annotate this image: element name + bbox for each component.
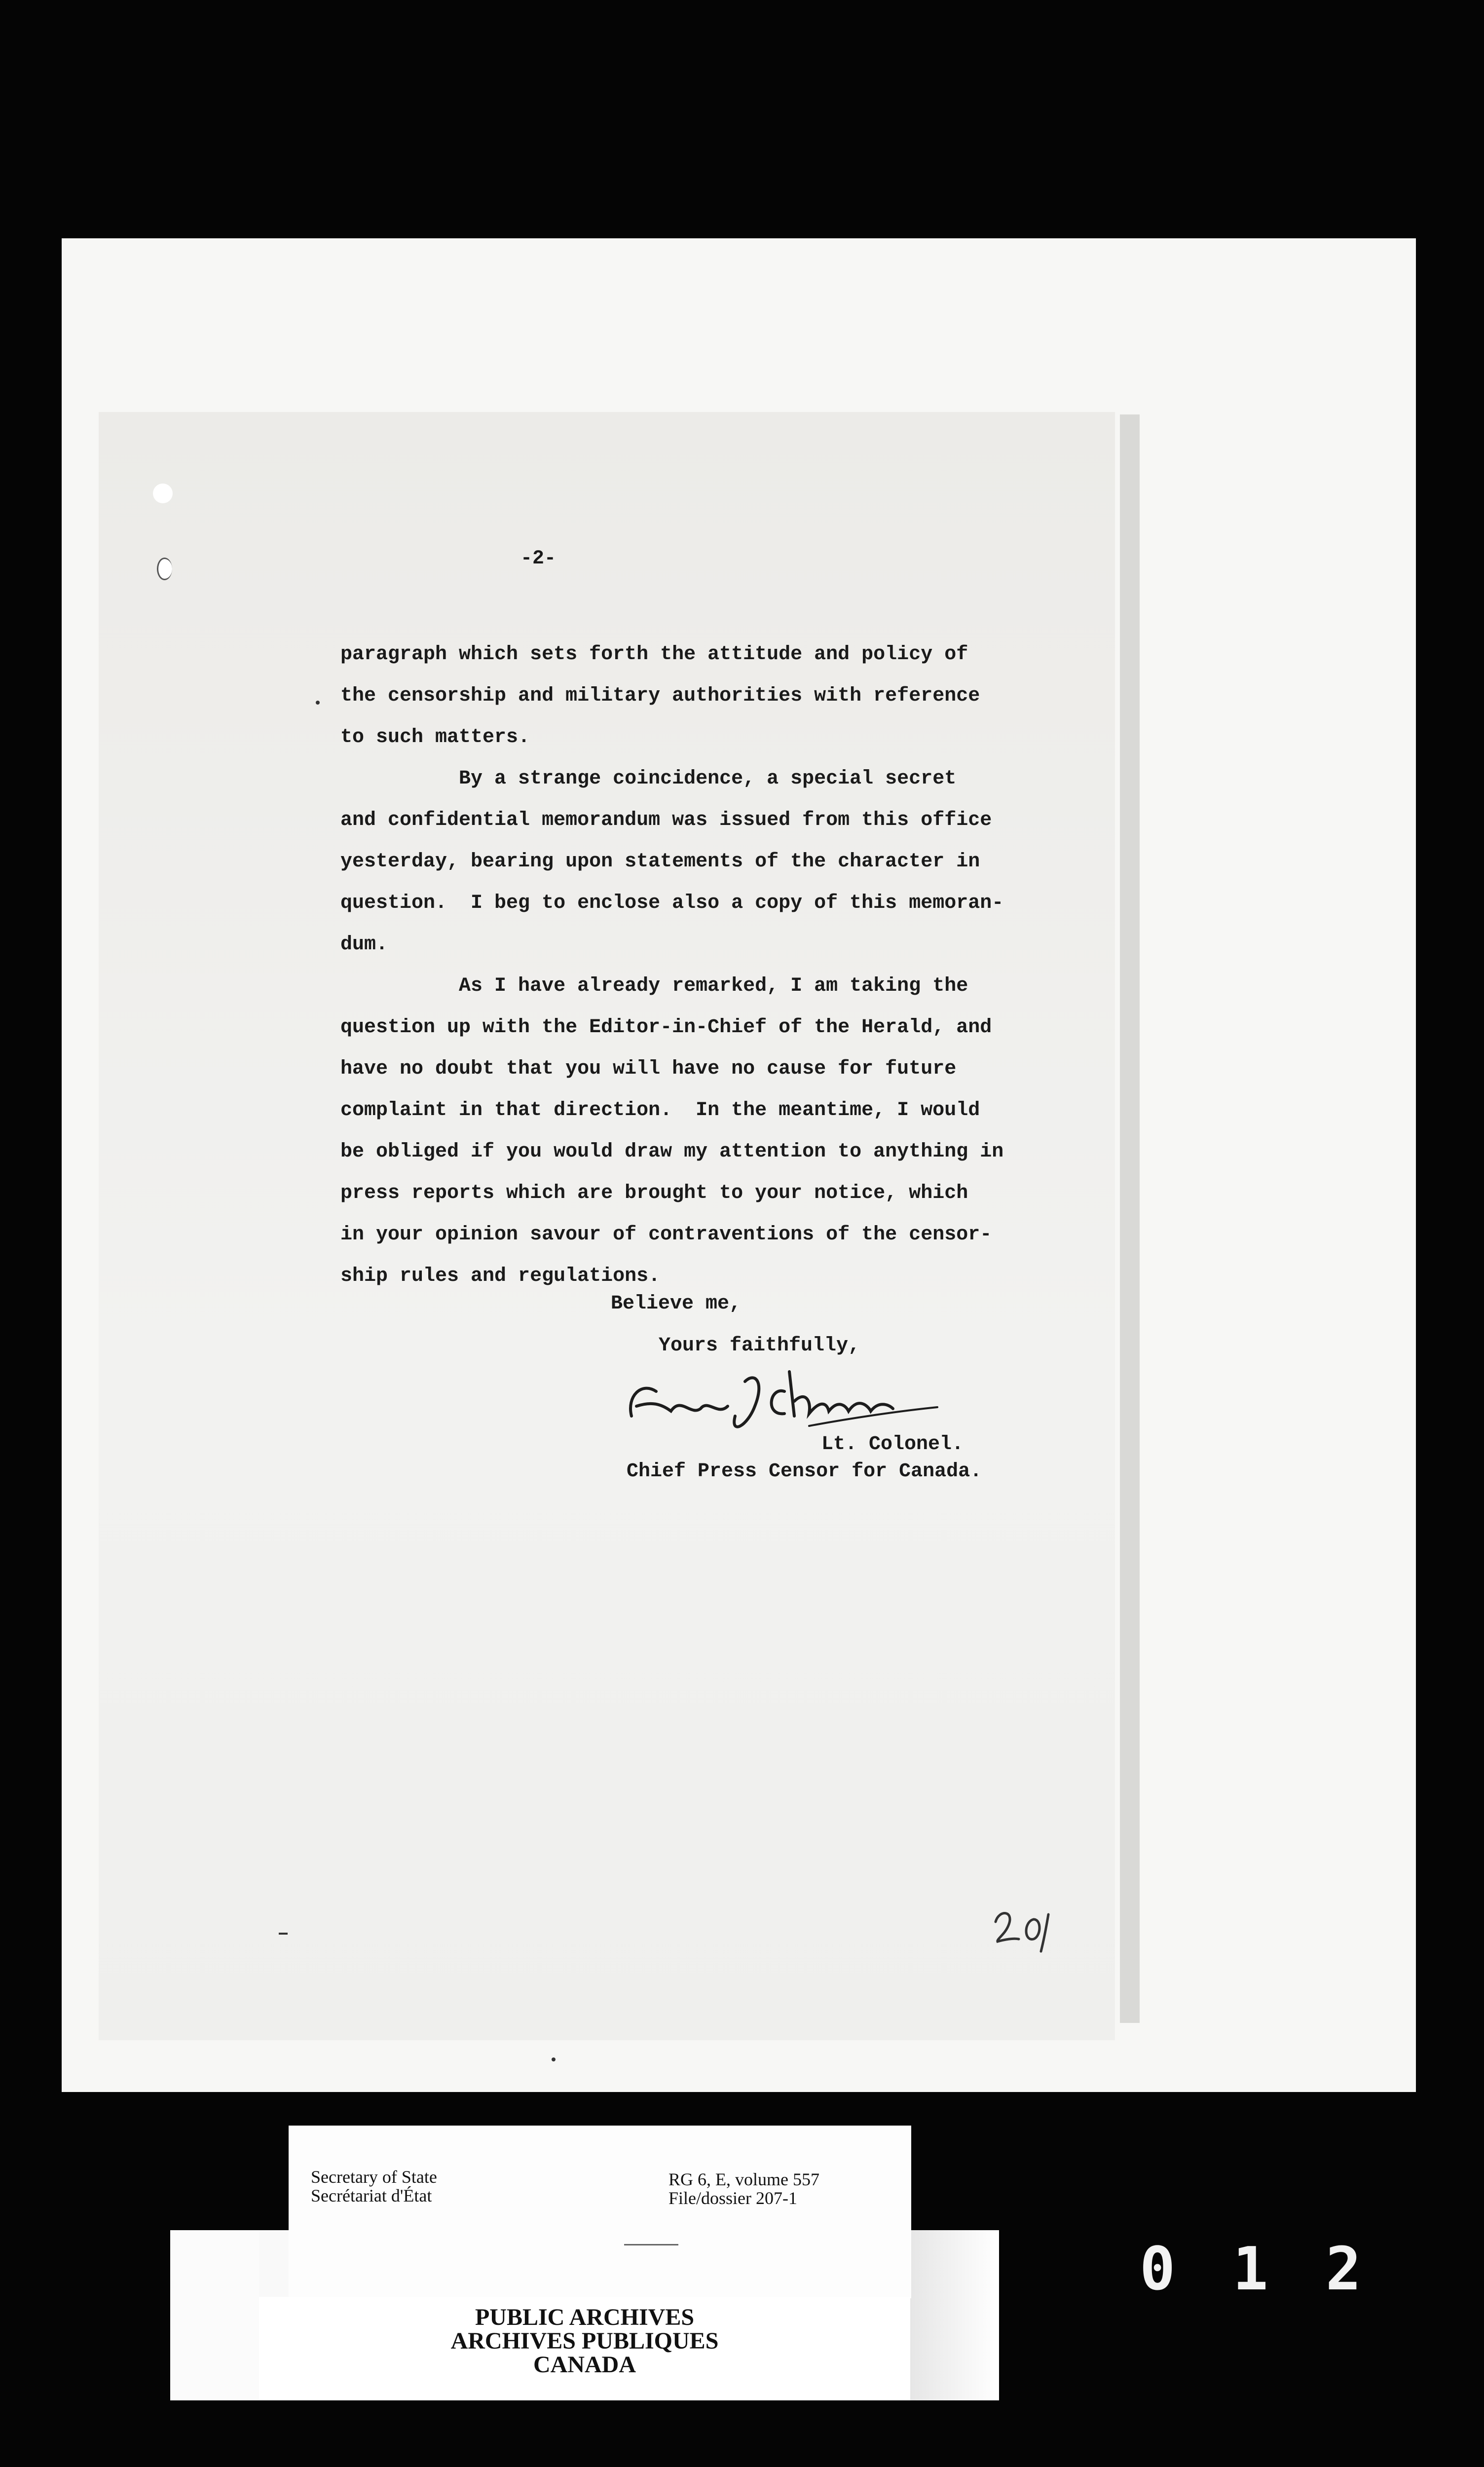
archives-country: CANADA: [533, 2352, 636, 2378]
paragraph-line: question up with the Editor-in-Chief of the Herald, and: [340, 1016, 992, 1039]
archives-en: PUBLIC ARCHIVES: [475, 2304, 695, 2330]
paragraph-line: press reports which are brought to your notice, which: [340, 1182, 968, 1204]
signatory-rank: Lt. Colonel.: [821, 1433, 964, 1456]
speck: [552, 2057, 556, 2061]
speck: [279, 1933, 288, 1935]
page-edge-shadow: [1120, 414, 1140, 2023]
page-number: -2-: [520, 548, 556, 570]
paragraph-line: question. I beg to enclose also a copy of this memoran-: [340, 892, 1004, 914]
speck: [316, 701, 320, 705]
punch-hole: [157, 558, 172, 580]
reference-block: [668, 2170, 819, 2207]
frame-counter: 0 1 2: [1140, 2235, 1373, 2304]
paragraph-line: dum.: [340, 934, 388, 956]
file-reference: File/dossier 207-1: [668, 2188, 797, 2208]
paragraph-line: be obliged if you would draw my attention to anything in: [340, 1141, 1004, 1163]
handwritten-signature: [622, 1352, 947, 1441]
paragraph-line: have no doubt that you will have no cause for future: [340, 1058, 957, 1080]
paragraph-line: ship rules and regulations.: [340, 1265, 661, 1287]
paragraph-line: and confidential memorandum was issued from this office: [340, 809, 992, 831]
archive-reference-card: [289, 2126, 911, 2298]
public-archives-label: [259, 2297, 910, 2400]
label-strip-shade: [910, 2230, 999, 2400]
paragraph-line: in your opinion savour of contraventions of the censor-: [340, 1224, 992, 1246]
letter-body: [340, 634, 1056, 1297]
record-group-reference: RG 6, E, volume 557: [668, 2169, 819, 2189]
closing-believe-me: Believe me,: [611, 1293, 742, 1315]
paragraph-line: paragraph which sets forth the attitude and policy of: [340, 643, 968, 666]
pencil-note-20: [992, 1900, 1056, 1954]
label-strip-left: [170, 2230, 259, 2400]
closing-yours-faithfully: Yours faithfully,: [659, 1335, 860, 1357]
paragraph-line: yesterday, bearing upon statements of the character in: [340, 851, 980, 873]
paragraph-line: to such matters.: [340, 726, 530, 748]
department-block: [311, 2168, 437, 2205]
department-en: Secretary of State: [311, 2167, 437, 2187]
department-fr: Secrétariat d'État: [311, 2186, 432, 2205]
signatory-title: Chief Press Censor for Canada.: [627, 1460, 982, 1483]
archives-fr: ARCHIVES PUBLIQUES: [450, 2328, 719, 2354]
paragraph-line: complaint in that direction. In the meantime, I would: [340, 1099, 980, 1121]
divider: [624, 2244, 678, 2245]
paragraph-line: the censorship and military authorities with reference: [340, 685, 980, 707]
paragraph-line: By a strange coincidence, a special secret: [340, 768, 957, 790]
punch-hole: [153, 484, 173, 503]
paragraph-line: As I have already remarked, I am taking the: [340, 975, 968, 997]
